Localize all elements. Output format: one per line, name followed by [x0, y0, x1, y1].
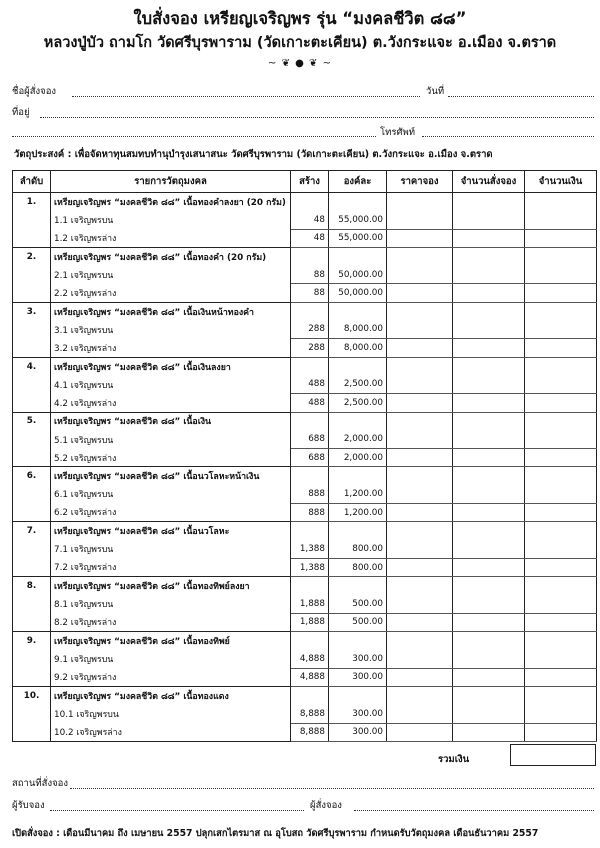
table-row	[13, 375, 597, 393]
unit-price: 800.00	[329, 558, 387, 576]
made-count: 88	[291, 266, 329, 284]
item-number	[13, 613, 51, 631]
quantity-input[interactable]	[453, 650, 525, 668]
group-header-row	[13, 247, 597, 265]
quantity-input[interactable]	[453, 504, 525, 522]
table-header-row	[13, 171, 597, 193]
made-count: 48	[291, 229, 329, 247]
amount-input[interactable]	[525, 375, 597, 393]
booking-price-input[interactable]	[387, 339, 453, 357]
booking-price-input[interactable]	[387, 650, 453, 668]
made-count: 488	[291, 394, 329, 412]
booking-price-cell	[387, 687, 453, 705]
item-title: เหรียญเจริญพร “มงคลชีวิต ๘๘” เนื้อนวโลหะหน้าเงิน	[51, 467, 291, 485]
price-cell	[329, 577, 387, 595]
item-number	[13, 321, 51, 339]
table-row	[13, 284, 597, 302]
quantity-input[interactable]	[453, 211, 525, 229]
amount-cell	[525, 193, 597, 211]
table-row	[13, 650, 597, 668]
col-header-unit-price: องค์ละ	[329, 171, 387, 193]
unit-price: 55,000.00	[329, 229, 387, 247]
made-cell	[291, 632, 329, 650]
made-count: 1,888	[291, 613, 329, 631]
booking-price-input[interactable]	[387, 485, 453, 503]
booking-price-cell	[387, 522, 453, 540]
sub-item-name: 9.2 เจริญพรล่าง	[51, 668, 291, 686]
item-number	[13, 449, 51, 467]
unit-price: 55,000.00	[329, 211, 387, 229]
sub-item-name: 2.1 เจริญพรบน	[51, 266, 291, 284]
made-cell	[291, 467, 329, 485]
item-number	[13, 430, 51, 448]
item-number	[13, 504, 51, 522]
address-line-1[interactable]	[40, 117, 594, 118]
table-row	[13, 394, 597, 412]
quantity-input[interactable]	[453, 321, 525, 339]
table-row	[13, 723, 597, 741]
made-count: 4,888	[291, 650, 329, 668]
total-amount-box[interactable]	[510, 744, 596, 766]
item-number: 1.	[13, 193, 51, 211]
table-row	[13, 485, 597, 503]
amount-input[interactable]	[525, 613, 597, 631]
footer-note: เปิดสั่งจอง : เดือนมีนาคม ถึง เมษายน 2557 ปลุกเสกไตรมาส ณ อุโบสถ วัดศรีบุรพาราม กำหนดรับวัตถุมงคล เดือนธันวาคม 2557	[12, 828, 539, 839]
item-number	[13, 650, 51, 668]
amount-input[interactable]	[525, 595, 597, 613]
sub-item-name: 6.2 เจริญพรล่าง	[51, 504, 291, 522]
table-row	[13, 229, 597, 247]
amount-input[interactable]	[525, 284, 597, 302]
price-cell	[329, 412, 387, 430]
item-number: 3.	[13, 302, 51, 320]
booking-price-input[interactable]	[387, 394, 453, 412]
item-title: เหรียญเจริญพร “มงคลชีวิต ๘๘” เนื้อทองคำ (20 กรัม)	[51, 247, 291, 265]
booking-price-input[interactable]	[387, 449, 453, 467]
address-label: ที่อยู่	[12, 107, 30, 118]
item-number: 10.	[13, 687, 51, 705]
table-row	[13, 558, 597, 576]
amount-cell	[525, 247, 597, 265]
amount-input[interactable]	[525, 449, 597, 467]
item-number: 6.	[13, 467, 51, 485]
item-number	[13, 339, 51, 357]
unit-price: 1,200.00	[329, 485, 387, 503]
date-line[interactable]	[448, 96, 594, 97]
table-row	[13, 540, 597, 558]
group-header-row	[13, 412, 597, 430]
booking-price-input[interactable]	[387, 540, 453, 558]
quantity-input[interactable]	[453, 723, 525, 741]
unit-price: 2,000.00	[329, 449, 387, 467]
group-header-row	[13, 632, 597, 650]
col-header-booking-price: ราคาจอง	[387, 171, 453, 193]
item-number: 5.	[13, 412, 51, 430]
quantity-input[interactable]	[453, 284, 525, 302]
booking-price-input[interactable]	[387, 613, 453, 631]
item-number	[13, 723, 51, 741]
item-title: เหรียญเจริญพร “มงคลชีวิต ๘๘” เนื้อทองแดง	[51, 687, 291, 705]
quantity-input[interactable]	[453, 595, 525, 613]
quantity-cell	[453, 687, 525, 705]
ornament-divider: ~ ❦ ● ❦ ~	[268, 58, 332, 69]
sub-item-name: 8.1 เจริญพรบน	[51, 595, 291, 613]
quantity-cell	[453, 632, 525, 650]
order-place-line[interactable]	[70, 788, 594, 789]
col-header-amount: จำนวนเงิน	[525, 171, 597, 193]
table-row	[13, 504, 597, 522]
table-row	[13, 266, 597, 284]
booking-price-cell	[387, 302, 453, 320]
quantity-input[interactable]	[453, 485, 525, 503]
unit-price: 300.00	[329, 705, 387, 723]
price-cell	[329, 467, 387, 485]
amount-cell	[525, 577, 597, 595]
unit-price: 50,000.00	[329, 266, 387, 284]
made-count: 1,388	[291, 558, 329, 576]
price-cell	[329, 247, 387, 265]
amount-cell	[525, 632, 597, 650]
amount-input[interactable]	[525, 339, 597, 357]
item-title: เหรียญเจริญพร “มงคลชีวิต ๘๘” เนื้อเงินหน้าทองคำ	[51, 302, 291, 320]
sub-item-name: 10.1 เจริญพรบน	[51, 705, 291, 723]
sub-item-name: 9.1 เจริญพรบน	[51, 650, 291, 668]
sub-item-name: 2.2 เจริญพรล่าง	[51, 284, 291, 302]
made-cell	[291, 302, 329, 320]
item-title: เหรียญเจริญพร “มงคลชีวิต ๘๘” เนื้อทองทิพย์ลงยา	[51, 577, 291, 595]
booking-price-input[interactable]	[387, 504, 453, 522]
booking-price-input[interactable]	[387, 266, 453, 284]
table-row	[13, 613, 597, 631]
booking-price-cell	[387, 412, 453, 430]
made-count: 488	[291, 375, 329, 393]
price-cell	[329, 302, 387, 320]
receiver-line[interactable]	[50, 810, 304, 811]
unit-price: 300.00	[329, 723, 387, 741]
quantity-input[interactable]	[453, 339, 525, 357]
item-title: เหรียญเจริญพร “มงคลชีวิต ๘๘” เนื้อนวโลหะ	[51, 522, 291, 540]
booking-price-input[interactable]	[387, 321, 453, 339]
price-cell	[329, 632, 387, 650]
booking-price-input[interactable]	[387, 595, 453, 613]
item-title: เหรียญเจริญพร “มงคลชีวิต ๘๘” เนื้อทองทิพย์	[51, 632, 291, 650]
quantity-input[interactable]	[453, 449, 525, 467]
table-row	[13, 705, 597, 723]
made-count: 48	[291, 211, 329, 229]
booking-price-input[interactable]	[387, 705, 453, 723]
made-count: 4,888	[291, 668, 329, 686]
table-row	[13, 430, 597, 448]
table-row	[13, 211, 597, 229]
unit-price: 300.00	[329, 650, 387, 668]
unit-price: 2,000.00	[329, 430, 387, 448]
amount-input[interactable]	[525, 266, 597, 284]
booking-price-input[interactable]	[387, 229, 453, 247]
amount-input[interactable]	[525, 540, 597, 558]
booking-price-input[interactable]	[387, 668, 453, 686]
amount-cell	[525, 302, 597, 320]
quantity-input[interactable]	[453, 394, 525, 412]
booking-price-input[interactable]	[387, 375, 453, 393]
made-count: 1,388	[291, 540, 329, 558]
price-cell	[329, 357, 387, 375]
item-number	[13, 705, 51, 723]
booking-price-cell	[387, 193, 453, 211]
quantity-input[interactable]	[453, 558, 525, 576]
item-title: เหรียญเจริญพร “มงคลชีวิต ๘๘” เนื้อทองคำลงยา (20 กรัม)	[51, 193, 291, 211]
orderer-name-line[interactable]	[72, 96, 420, 97]
quantity-cell	[453, 522, 525, 540]
purpose-statement: วัตถุประสงค์ : เพื่อจัดหาทุนสมทบทำนุบำรุงเสนาสนะ วัดศรีบุรพาราม (วัดเกาะตะเคียน) ต.วังกระแจะ อ.เมือง จ.ตราด	[14, 149, 493, 160]
quantity-input[interactable]	[453, 613, 525, 631]
unit-price: 50,000.00	[329, 284, 387, 302]
unit-price: 800.00	[329, 540, 387, 558]
made-count: 8,888	[291, 705, 329, 723]
amount-input[interactable]	[525, 485, 597, 503]
table-row	[13, 339, 597, 357]
group-header-row	[13, 357, 597, 375]
quantity-input[interactable]	[453, 705, 525, 723]
unit-price: 500.00	[329, 595, 387, 613]
booking-price-input[interactable]	[387, 558, 453, 576]
booking-price-cell	[387, 247, 453, 265]
quantity-input[interactable]	[453, 266, 525, 284]
quantity-cell	[453, 357, 525, 375]
made-cell	[291, 412, 329, 430]
amount-input[interactable]	[525, 394, 597, 412]
item-number	[13, 668, 51, 686]
sub-item-name: 10.2 เจริญพรล่าง	[51, 723, 291, 741]
booking-price-input[interactable]	[387, 723, 453, 741]
order-table	[12, 170, 597, 742]
quantity-cell	[453, 412, 525, 430]
quantity-cell	[453, 467, 525, 485]
item-title: เหรียญเจริญพร “มงคลชีวิต ๘๘” เนื้อเงิน	[51, 412, 291, 430]
item-number: 4.	[13, 357, 51, 375]
made-cell	[291, 687, 329, 705]
col-header-quantity: จำนวนสั่งจอง	[453, 171, 525, 193]
amount-input[interactable]	[525, 211, 597, 229]
sub-item-name: 6.1 เจริญพรบน	[51, 485, 291, 503]
amount-input[interactable]	[525, 668, 597, 686]
sub-item-name: 1.1 เจริญพรบน	[51, 211, 291, 229]
item-number	[13, 211, 51, 229]
table-row	[13, 595, 597, 613]
item-number: 2.	[13, 247, 51, 265]
amount-input[interactable]	[525, 558, 597, 576]
quantity-cell	[453, 577, 525, 595]
amount-cell	[525, 522, 597, 540]
amount-input[interactable]	[525, 321, 597, 339]
quantity-cell	[453, 302, 525, 320]
amount-cell	[525, 357, 597, 375]
made-cell	[291, 247, 329, 265]
made-count: 1,888	[291, 595, 329, 613]
made-count: 288	[291, 321, 329, 339]
price-cell	[329, 193, 387, 211]
sub-item-name: 5.2 เจริญพรล่าง	[51, 449, 291, 467]
unit-price: 1,200.00	[329, 504, 387, 522]
quantity-input[interactable]	[453, 229, 525, 247]
orderer-name-label: ชื่อผู้สั่งจอง	[12, 86, 57, 97]
orderer-sign-label: ผู้สั่งจอง	[310, 800, 342, 811]
group-header-row	[13, 193, 597, 211]
made-count: 888	[291, 485, 329, 503]
quantity-input[interactable]	[453, 540, 525, 558]
item-number: 9.	[13, 632, 51, 650]
total-label: รวมเงิน	[438, 754, 470, 765]
item-number	[13, 284, 51, 302]
quantity-input[interactable]	[453, 375, 525, 393]
amount-input[interactable]	[525, 723, 597, 741]
made-count: 688	[291, 449, 329, 467]
unit-price: 8,000.00	[329, 321, 387, 339]
table-row	[13, 668, 597, 686]
sub-item-name: 7.1 เจริญพรบน	[51, 540, 291, 558]
quantity-cell	[453, 247, 525, 265]
sub-item-name: 8.2 เจริญพรล่าง	[51, 613, 291, 631]
made-count: 88	[291, 284, 329, 302]
sub-item-name: 4.1 เจริญพรบน	[51, 375, 291, 393]
unit-price: 300.00	[329, 668, 387, 686]
group-header-row	[13, 302, 597, 320]
price-cell	[329, 522, 387, 540]
group-header-row	[13, 467, 597, 485]
booking-price-input[interactable]	[387, 211, 453, 229]
made-cell	[291, 193, 329, 211]
item-number	[13, 394, 51, 412]
unit-price: 8,000.00	[329, 339, 387, 357]
item-number	[13, 540, 51, 558]
booking-price-input[interactable]	[387, 430, 453, 448]
sub-item-name: 5.1 เจริญพรบน	[51, 430, 291, 448]
amount-input[interactable]	[525, 229, 597, 247]
col-header-item: รายการวัตถุมงคล	[51, 171, 291, 193]
booking-price-cell	[387, 632, 453, 650]
item-number: 8.	[13, 577, 51, 595]
sub-item-name: 4.2 เจริญพรล่าง	[51, 394, 291, 412]
made-cell	[291, 357, 329, 375]
table-row	[13, 449, 597, 467]
quantity-input[interactable]	[453, 430, 525, 448]
phone-line[interactable]	[422, 136, 594, 137]
group-header-row	[13, 687, 597, 705]
group-header-row	[13, 577, 597, 595]
sub-item-name: 7.2 เจริญพรล่าง	[51, 558, 291, 576]
booking-price-cell	[387, 577, 453, 595]
item-number: 7.	[13, 522, 51, 540]
price-cell	[329, 687, 387, 705]
amount-input[interactable]	[525, 705, 597, 723]
item-number	[13, 266, 51, 284]
made-cell	[291, 522, 329, 540]
item-number	[13, 558, 51, 576]
quantity-input[interactable]	[453, 668, 525, 686]
item-number	[13, 485, 51, 503]
unit-price: 2,500.00	[329, 375, 387, 393]
made-count: 8,888	[291, 723, 329, 741]
quantity-cell	[453, 193, 525, 211]
sub-item-name: 1.2 เจริญพรล่าง	[51, 229, 291, 247]
booking-price-input[interactable]	[387, 284, 453, 302]
item-number	[13, 229, 51, 247]
col-header-made: สร้าง	[291, 171, 329, 193]
unit-price: 2,500.00	[329, 394, 387, 412]
orderer-sign-line[interactable]	[354, 810, 594, 811]
amount-cell	[525, 687, 597, 705]
group-header-row	[13, 522, 597, 540]
phone-label: โทรศัพท์	[380, 127, 416, 138]
amount-input[interactable]	[525, 430, 597, 448]
sub-item-name: 3.1 เจริญพรบน	[51, 321, 291, 339]
amount-input[interactable]	[525, 650, 597, 668]
item-number	[13, 595, 51, 613]
unit-price: 500.00	[329, 613, 387, 631]
table-row	[13, 321, 597, 339]
amount-input[interactable]	[525, 504, 597, 522]
date-label: วันที่	[426, 86, 445, 97]
order-place-label: สถานที่สั่งจอง	[12, 778, 68, 789]
address-line-2[interactable]	[12, 136, 376, 137]
col-header-no: ลำดับ	[13, 171, 51, 193]
item-title: เหรียญเจริญพร “มงคลชีวิต ๘๘” เนื้อเงินลงยา	[51, 357, 291, 375]
made-count: 288	[291, 339, 329, 357]
made-cell	[291, 577, 329, 595]
amount-cell	[525, 467, 597, 485]
made-count: 688	[291, 430, 329, 448]
document-subtitle: หลวงปู่บัว ถามโก วัดศรีบุรพาราม (วัดเกาะตะเคียน) ต.วังกระแจะ อ.เมือง จ.ตราด	[43, 35, 557, 51]
sub-item-name: 3.2 เจริญพรล่าง	[51, 339, 291, 357]
amount-cell	[525, 412, 597, 430]
item-number	[13, 375, 51, 393]
booking-price-cell	[387, 357, 453, 375]
made-count: 888	[291, 504, 329, 522]
receiver-label: ผู้รับจอง	[12, 800, 45, 811]
booking-price-cell	[387, 467, 453, 485]
document-title: ใบสั่งจอง เหรียญเจริญพร รุ่น “มงคลชีวิต ๘๘”	[133, 9, 467, 28]
